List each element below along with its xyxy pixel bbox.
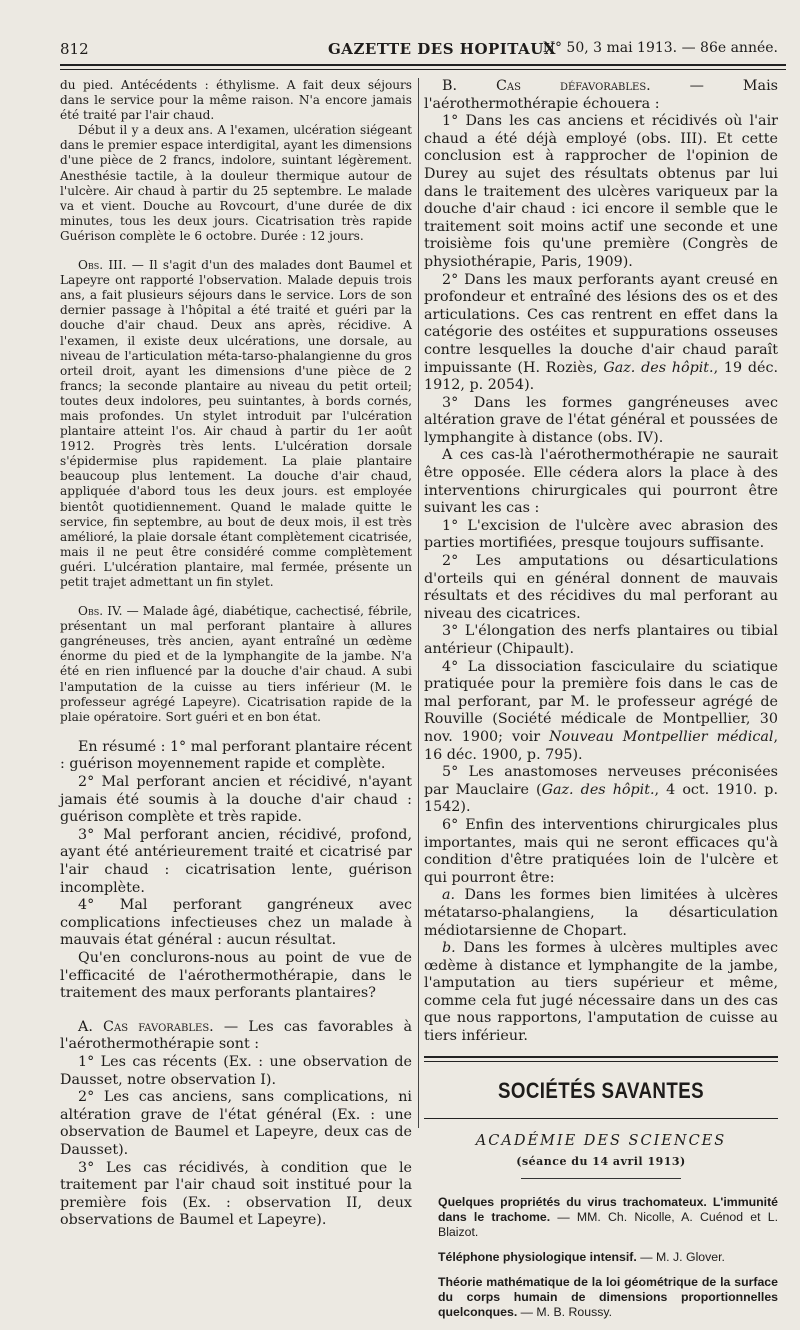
communication-entry bbox=[424, 1250, 778, 1265]
communication-title: Quelques propriétés du virus trachomateux. L'immunité dans le trachome. bbox=[438, 1194, 778, 1224]
unfavorable-label: B. Cas défavorables. bbox=[442, 78, 651, 94]
surgery-item-4-text: 4° La dissociation fasciculaire du sciatique pratiquée pour la première fois dans le cas de mal perforant, par M. le professeur agrégé de Rouville (Société médicale de Montpellier, 30 nov. 1900; voir bbox=[424, 658, 778, 745]
column-divider bbox=[418, 78, 419, 1128]
citation-journal: Gaz. des hôpit. bbox=[541, 781, 655, 798]
surgery-item-b-text: Dans les formes à ulcères multiples avec œdème à distance et lymphangite de la jambe, l'amputation au tiers supérieur et même, comme cela fut jugé nécessaire dans un des cas que nous rapportons, l'amputation de cuisse au tiers inférieur. bbox=[424, 940, 778, 1045]
academy-heading: ACADÉMIE DES SCIENCES bbox=[475, 1132, 727, 1149]
surgery-item-a-text: Dans les formes bien limitées à ulcères métatarso-phalangiens, la désarticulation médiotarsienne de Chopart. bbox=[424, 887, 778, 939]
surgery-item-3: 3° L'élongation des nerfs plantaires ou tibial antérieur (Chipault). bbox=[424, 623, 778, 657]
header-rule bbox=[60, 64, 786, 66]
citation-date: , 4 oct. 1910. p. 1542). bbox=[424, 781, 778, 816]
unfavorable-item-3: 3° Dans les formes gangréneuses avec altération grave de l'état général et poussées de lymphangite à distance (obs. IV). bbox=[424, 394, 778, 446]
item-letter: b. bbox=[442, 940, 456, 957]
communication-title: Téléphone physiologique intensif. bbox=[438, 1249, 637, 1264]
summary-item-3: 3° Mal perforant ancien, récidivé, profond, ayant été antérieurement traité et cicatrisé par l'air chaud : cicatrisation lente, guérison incomplète. bbox=[60, 826, 412, 896]
obs4-paragraph bbox=[60, 604, 412, 725]
communication-authors: — M. J. Glover. bbox=[636, 1249, 725, 1264]
surgery-item-5-text: 5° Les anastomoses nerveuses préconisées par Mauclaire ( bbox=[424, 764, 778, 798]
communication-entry bbox=[424, 1275, 778, 1320]
section-rule bbox=[424, 1056, 778, 1058]
communication-title: Théorie mathématique de la loi géométrique de la surface du corps humain de dimensions proportionnelles quelconques. bbox=[438, 1274, 778, 1319]
favorable-cases-heading bbox=[60, 1019, 412, 1054]
citation-date: , 16 déc. 1900, p. 795). bbox=[424, 728, 778, 763]
communication-authors: — MM. Ch. Nicolle, A. Cuénod et L. Blaizot. bbox=[438, 1209, 779, 1239]
favorable-item-2: 2° Les cas anciens, sans complications, ni altération grave de l'état général (Ex. : une observation de Baumel et Lapeyre, deux cas de Dausset). bbox=[60, 1089, 412, 1158]
left-column bbox=[60, 78, 412, 1230]
citation-journal: Gaz. des hôpit. bbox=[603, 359, 714, 376]
favorable-item-1: 1° Les cas récents (Ex. : une observation de Dausset, notre observation I). bbox=[60, 1053, 412, 1088]
surgery-intro: A ces cas-là l'aérothermothérapie ne saurait être opposée. Elle cédera alors la place à des interventions chirurgicales qui pourront être suivant les cas : bbox=[424, 447, 778, 517]
surgery-item-4 bbox=[424, 659, 778, 765]
summary-item-2: 2° Mal perforant ancien et récidivé, n'ayant jamais été soumis à la douche d'air chaud : guérison complète et très rapide. bbox=[60, 774, 412, 826]
surgery-item-1: 1° L'excision de l'ulcère avec abrasion des parties mortifiées, presque toujours suffisante. bbox=[424, 517, 778, 552]
page-number: 812 bbox=[60, 40, 89, 58]
citation-date: , 19 déc. 1912, p. 2054). bbox=[424, 359, 778, 394]
page-header bbox=[60, 36, 788, 60]
session-date: (séance du 14 avril 1913) bbox=[516, 1154, 686, 1168]
unfavorable-item-2 bbox=[424, 272, 778, 395]
favorable-item-3: 3° Les cas récidivés, à condition que le traitement par l'air chaud soit institué pour la première fois (Ex. : observation II, deux observations de Baumel et Lapeyre). bbox=[60, 1159, 412, 1229]
unfavorable-cases-heading bbox=[424, 78, 778, 113]
journal-title: GAZETTE DES HOPITAUX bbox=[328, 40, 557, 58]
section-title: SOCIÉTÉS SAVANTES bbox=[497, 1077, 705, 1103]
obs3-paragraph bbox=[60, 258, 412, 590]
unfavorable-text: — Mais l'aérothermothérapie échouera : bbox=[424, 78, 778, 112]
obs2-detail-paragraph: Début il y a deux ans. A l'examen, ulcération siégeant dans le premier espace interdigital, ayant les dimensions d'une pièce de 2 francs, indolore, suintant légèrement. Anesthésie tactile, à la douleur thermique autour de l'ulcère. Air chaud à partir du 25 septembre. Le malade va et vient. Douche au Rovcourt, d'une durée de dix minutes, tous les deux jours. Cicatrisation très rapide Guérison complète le 6 octobre. Durée : 12 jours. bbox=[60, 123, 412, 243]
summary-paragraph: En résumé : 1° mal perforant plantaire récent : guérison moyennement rapide et complète. bbox=[60, 738, 412, 773]
right-column bbox=[424, 78, 778, 1330]
unfavorable-item-2-text: 2° Dans les maux perforants ayant creusé en profondeur et entraîné des lésions des os et des articulations. Ces cas rentrent en effet dans la catégorie des ostéites et suppurations osseuses contre lesquelles la douche d'air chaud paraît impuissante (H. Roziès, bbox=[424, 271, 778, 376]
communication-authors: — M. B. Roussy. bbox=[517, 1304, 613, 1319]
obs4-text: — Malade âgé, diabétique, cachectisé, fébrile, présentant un mal perforant plantaire à allures gangréneuses, très ancien, ayant entraîné un œdème énorme du pied et de la lymphangite de la jambe. N'a été en rien influencé par la douche d'air chaud. A subi l'amputation de la cuisse au tiers inférieur (M. le professeur agrégé Lapeyre). Cicatrisation rapide de la plaie opératoire. Sort guéri et en bon état. bbox=[60, 604, 413, 724]
item-letter: a. bbox=[442, 887, 456, 904]
communication-entry bbox=[424, 1195, 778, 1240]
obs3-label: Obs. III. bbox=[78, 258, 127, 273]
favorable-label: A. Cas favorables. bbox=[78, 1018, 214, 1035]
section-rule-thin bbox=[424, 1061, 778, 1062]
session-rule bbox=[521, 1178, 681, 1179]
citation-journal: Nouveau Montpellier médical bbox=[549, 728, 774, 745]
header-rule-thin bbox=[60, 69, 786, 70]
surgery-item-5 bbox=[424, 764, 778, 817]
obs2-end-paragraph: du pied. Antécédents : éthylisme. A fait deux séjours dans le service pour la même raison. N'a encore jamais été traité par l'air chaud. bbox=[60, 78, 412, 123]
favorable-text: — Les cas favorables à l'aérothermothérapie sont : bbox=[60, 1018, 412, 1053]
surgery-item-2: 2° Les amputations ou désarticulations d'orteils qui en général donnent de mauvais résultats et des récidives du mal perforant au niveau des cicatrices. bbox=[424, 553, 778, 622]
surgery-item-6: 6° Enfin des interventions chirurgicales plus importantes, mais qui ne seront efficaces qu'à condition d'être pratiquées loin de l'ulcère et qui pourront être: bbox=[424, 816, 778, 886]
obs3-text: — Il s'agit d'un des malades dont Baumel et Lapeyre ont rapporté l'observation. Malade depuis trois ans, a fait plusieurs séjours dans le service. Lors de son dernier passage à l'hôpital a été traité et guéri par la douche d'air chaud. Deux ans après, récidive. A l'examen, il existe deux ulcérations, une dorsale, au niveau de l'articulation méta-tarso-phalangienne du gros orteil droit, ayant les dimensions d'une pièce de 2 francs; la seconde plantaire au niveau du petit orteil; toutes deux indolores, peu suintantes, à bords cornés, mais profondes. Un stylet introduit par l'ulcération plantaire atteint l'os. Air chaud à partir du 1er août 1912. Progrès très lents. L'ulcération dorsale s'épidermise plus rapidement. La plaie plantaire beaucoup plus lentement. La douche d'air chaud, appliquée d'abord tous les deux jours. est employée bientôt quotidiennement. Quand le malade quitte le service, fin septembre, au bout de deux mois, il est très amélioré, la plaie dorsale étant complètement cicatrisée, mais il ne peut être considéré comme complètement guéri. L'ulcération plantaire, mal fermée, présente un petit trajet admettant un fin stylet. bbox=[60, 258, 413, 589]
unfavorable-item-1: 1° Dans les cas anciens et récidivés où l'air chaud a été déjà employé (obs. III). Et cette conclusion est à rapprocher de l'opinion de Durey au sujet des résultats obtenus par lui dans le traitement des ulcères variqueux par la douche d'air chaud : ici encore il semble que le traitement soit moins actif une seconde et une troisième fois qu'une première (Congrès de physiothérapie, Paris, 1909). bbox=[424, 113, 778, 270]
surgery-item-a bbox=[424, 887, 778, 940]
surgery-item-b bbox=[424, 940, 778, 1046]
question-paragraph: Qu'en conclurons-nous au point de vue de l'efficacité de l'aérothermothérapie, dans le traitement des maux perforants plantaires? bbox=[60, 949, 412, 1002]
issue-info: N° 50, 3 mai 1913. — 86e année. bbox=[542, 40, 778, 56]
obs4-label: Obs. IV. bbox=[78, 604, 123, 619]
summary-item-4: 4° Mal perforant gangréneux avec complications infectieuses chez un malade à mauvais état général : aucun résultat. bbox=[60, 897, 412, 949]
